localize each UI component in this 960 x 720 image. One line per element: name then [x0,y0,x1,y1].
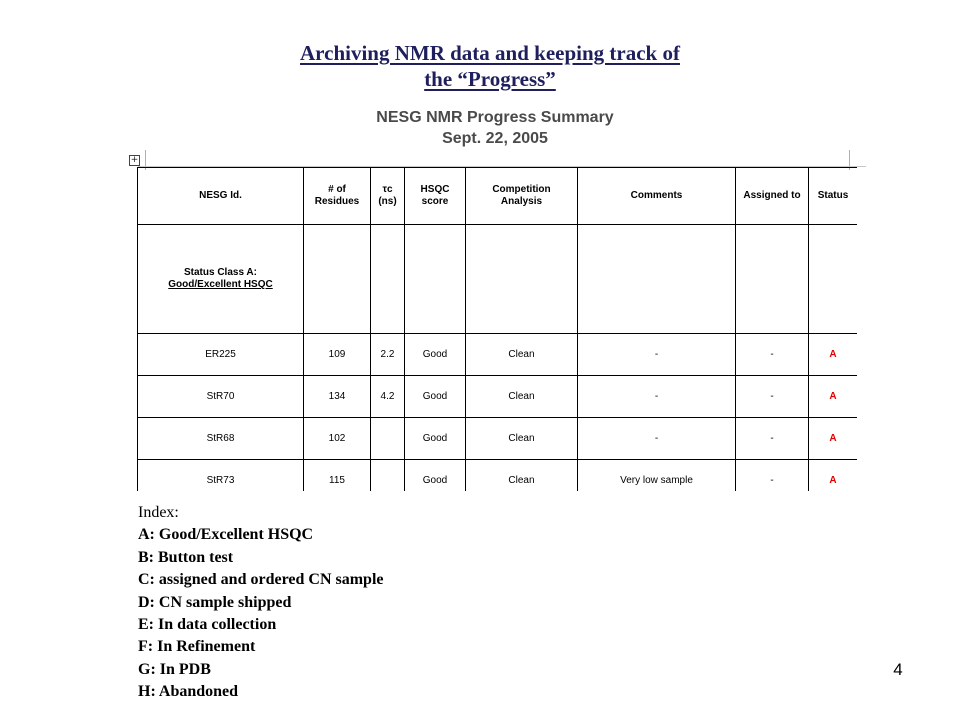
status-class-empty-cell [578,225,736,334]
cell-nesg-id: ER225 [138,334,304,376]
cell-competition: Clean [466,418,578,460]
header-residues [304,168,371,225]
cell-hsqc: Good [405,334,466,376]
index-item: E: In data collection [138,616,277,634]
cell-assigned-to: - [736,334,809,376]
cell-tau: 2.2 [371,334,405,376]
slide-title [0,40,960,92]
index-item: D: CN sample shipped [138,593,292,611]
status-class-label [138,225,304,334]
status-class-empty-cell [809,225,858,334]
index-item: H: Abandoned [138,683,239,701]
header-competition [466,168,578,225]
cell-hsqc: Good [405,376,466,418]
header-tau-symbol: τc [382,184,393,195]
status-class-line1: Status Class A: [184,267,257,278]
slide-title-line2: the “Progress” [424,67,556,91]
cell-residues: 102 [304,418,371,460]
cell-assigned-to: - [736,460,809,492]
cell-comments: - [578,334,736,376]
index-item: B: Button test [138,548,234,566]
table-row [138,418,858,460]
document-heading [300,107,690,149]
slide-title-line1: Archiving NMR data and keeping track of [300,41,680,65]
header-hsqc-line2: score [421,196,449,207]
status-index [138,502,558,704]
cell-status: A [809,460,858,492]
header-nesg-id: NESG Id. [138,168,304,225]
cell-nesg-id: StR70 [138,376,304,418]
cell-status: A [809,376,858,418]
header-residues-line2: Residues [314,196,360,207]
cell-residues: 134 [304,376,371,418]
index-item: C: assigned and ordered CN sample [138,571,384,589]
cell-tau: 4.2 [371,376,405,418]
progress-table-container [137,167,857,491]
cell-tau [371,460,405,492]
status-class-empty-cell [736,225,809,334]
cell-nesg-id: StR68 [138,418,304,460]
header-assigned-to: Assigned to [736,168,809,225]
index-item: F: In Refinement [138,638,256,656]
header-tau [371,168,405,225]
cell-residues: 109 [304,334,371,376]
header-competition-line2: Analysis [500,196,543,207]
table-move-handle-icon[interactable]: + [130,155,139,165]
status-class-empty-cell [371,225,405,334]
status-class-row [138,225,858,334]
status-class-empty-cell [405,225,466,334]
status-class-empty-cell [466,225,578,334]
index-item: A: Good/Excellent HSQC [138,526,314,544]
index-title: Index: [138,504,179,521]
cell-assigned-to: - [736,376,809,418]
table-row [138,334,858,376]
header-hsqc-line1: HSQC [420,184,450,195]
index-item: G: In PDB [138,660,211,678]
header-status: Status [809,168,858,225]
cell-status: A [809,334,858,376]
cell-status: A [809,418,858,460]
cell-hsqc: Good [405,460,466,492]
cell-comments: - [578,376,736,418]
header-comments: Comments [578,168,736,225]
document-heading-title: NESG NMR Progress Summary [376,109,614,126]
status-class-line2: Good/Excellent HSQC [168,279,273,290]
cell-competition: Clean [466,460,578,492]
table-row [138,460,858,492]
cell-hsqc: Good [405,418,466,460]
cell-competition: Clean [466,334,578,376]
status-class-empty-cell [304,225,371,334]
document-heading-date: Sept. 22, 2005 [442,130,548,147]
header-hsqc [405,168,466,225]
table-row [138,376,858,418]
table-header-row [138,168,858,225]
progress-table [137,167,857,491]
header-competition-line1: Competition [492,184,551,195]
cell-residues: 115 [304,460,371,492]
cell-assigned-to: - [736,418,809,460]
cell-nesg-id: StR73 [138,460,304,492]
cell-tau [371,418,405,460]
header-tau-unit: (ns) [378,196,397,207]
cell-competition: Clean [466,376,578,418]
cell-comments: - [578,418,736,460]
cell-comments: Very low sample [578,460,736,492]
page-number: 4 [893,660,903,679]
header-residues-line1: # of [328,184,346,195]
